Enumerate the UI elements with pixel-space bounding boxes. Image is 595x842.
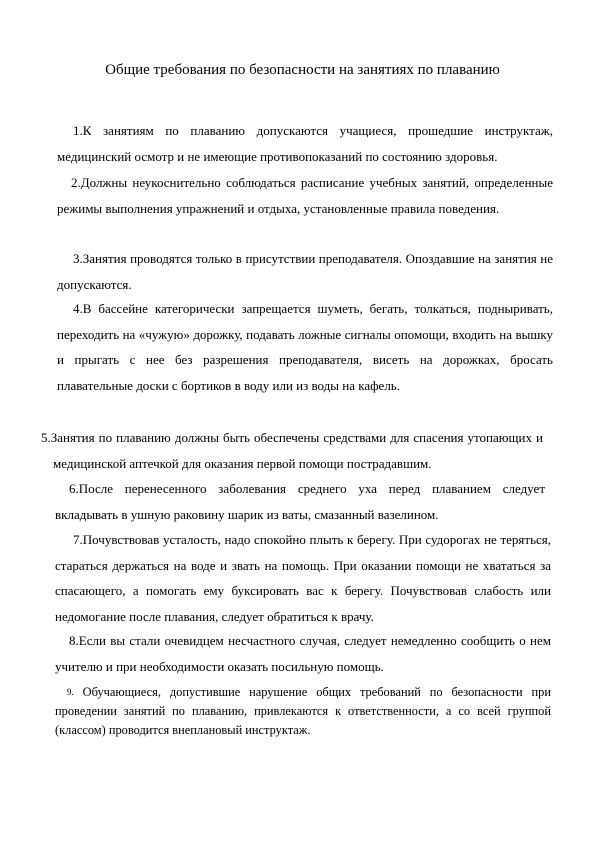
item-number: 1. xyxy=(73,123,83,138)
item-text: В бассейне категорически запрещается шуметь, бегать, толкаться, подныривать, переходить на «чужую» дорожку, подавать ложные сигналы опомощи, входить на вышку и прыгать с нее без разрешения преподавателя, висеть на дорожках, бросать плавательные доски с бортиков в воду или из воды на кафель. xyxy=(57,301,553,393)
list-item-9 xyxy=(55,683,551,740)
item-number: 8. xyxy=(69,633,79,648)
item-number: 5. xyxy=(41,430,51,445)
item-number: 4. xyxy=(73,301,83,316)
item-number: 9. xyxy=(67,687,74,697)
list-item-1 xyxy=(57,118,553,169)
list-item-4 xyxy=(57,296,553,398)
item-number: 2. xyxy=(71,175,81,190)
item-number: 6. xyxy=(69,481,79,496)
document-title: Общие требования по безопасности на занятиях по плаванию xyxy=(105,62,500,78)
item-text: К занятиям по плаванию допускаются учащиеся, прошедшие инструктаж, медицинский осмотр и не имеющие противопоказаний по состоянию здоровья. xyxy=(57,123,553,164)
item-number: 3. xyxy=(73,251,83,266)
list-item-5 xyxy=(41,425,543,476)
item-text: Обучающиеся, допустившие нарушение общих требований по безопасности при проведении занятий по плаванию, привлекаются к ответственности, а со всей группой (классом) проводится внеплановый инструктаж. xyxy=(55,685,551,737)
item-text: Почувствовав усталость, надо спокойно плыть к берегу. При судорогах не теряться, стараться держаться на воде и звать на помощь. При оказании помощи не хвататься за спасающего, а помогать ему буксировать вас к берегу. Почувствовав слабость или недомогание после плавания, следует обратиться к врачу. xyxy=(55,532,551,624)
list-item-2 xyxy=(57,170,553,221)
item-text: Занятия по плаванию должны быть обеспечены средствами для спасения утопающих и медицинской аптечкой для оказания первой помощи пострадавшим. xyxy=(50,430,543,471)
item-number: 7. xyxy=(73,532,83,547)
list-item-8 xyxy=(55,628,551,679)
item-text: Должны неукоснительно соблюдаться расписание учебных занятий, определенные режимы выполнения упражнений и отдыха, установленные правила поведения. xyxy=(57,175,553,216)
list-item-6 xyxy=(55,476,545,527)
item-text: Занятия проводятся только в присутствии преподавателя. Опоздавшие на занятия не допускаются. xyxy=(57,251,553,292)
item-text: После перенесенного заболевания среднего уха перед плаванием следует вкладывать в ушную раковину шарик из ваты, смазанный вазелином. xyxy=(55,481,545,522)
list-item-3 xyxy=(57,246,553,297)
list-item-7 xyxy=(55,527,551,629)
item-text: Если вы стали очевидцем несчастного случая, следует немедленно сообщить о нем учителю и при необходимости оказать посильную помощь. xyxy=(55,633,551,674)
